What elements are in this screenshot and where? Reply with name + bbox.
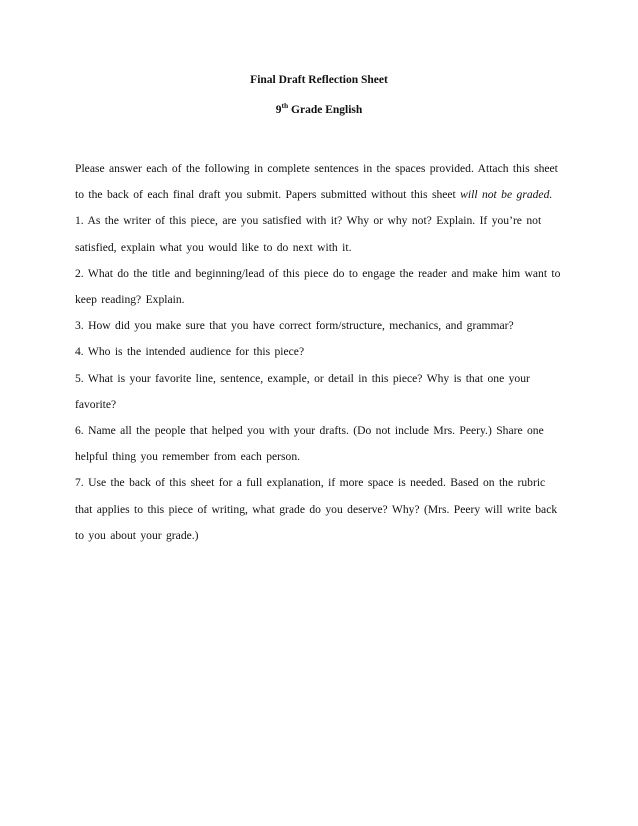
grade-number: 9 xyxy=(275,104,282,116)
document-body xyxy=(75,156,565,549)
intro-paragraph xyxy=(75,156,565,208)
question-7: 7. Use the back of this sheet for a full explanation, if more space is needed. Based on the rubric that applies to this piece of writing, what grade do you deserve? Why? (Mrs. Peery will write back to you about your grade.) xyxy=(75,476,558,542)
question-1: 1. As the writer of this piece, are you satisfied with it? Why or why not? Explain. If you’re not satisfied, explain what you would like to do next with it. xyxy=(75,214,542,254)
grade-suffix: th xyxy=(281,101,289,111)
document-title: Final Draft Reflection Sheet xyxy=(250,74,388,86)
document-subtitle xyxy=(0,101,638,116)
question-2: 2. What do the title and beginning/lead of this piece do to engage the reader and make him want to keep reading? Explain. xyxy=(75,266,561,307)
intro-emphasis: will not be graded. xyxy=(460,188,553,202)
intro-text: Please answer each of the following in complete sentences in the spaces provided. Attach this sheet to the back of each final draft you submit. Papers submitted without this sheet xyxy=(75,162,558,202)
question-6: 6. Name all the people that helped you with your drafts. (Do not include Mrs. Peery.) Share one helpful thing you remember from each person. xyxy=(75,424,544,464)
question-3: 3. How did you make sure that you have correct form/structure, mechanics, and grammar? xyxy=(75,319,514,333)
question-4: 4. Who is the intended audience for this piece? xyxy=(75,345,305,359)
question-5: 5. What is your favorite line, sentence, example, or detail in this piece? Why is that one your favorite? xyxy=(75,371,530,411)
subtitle-rest: Grade English xyxy=(288,104,363,116)
